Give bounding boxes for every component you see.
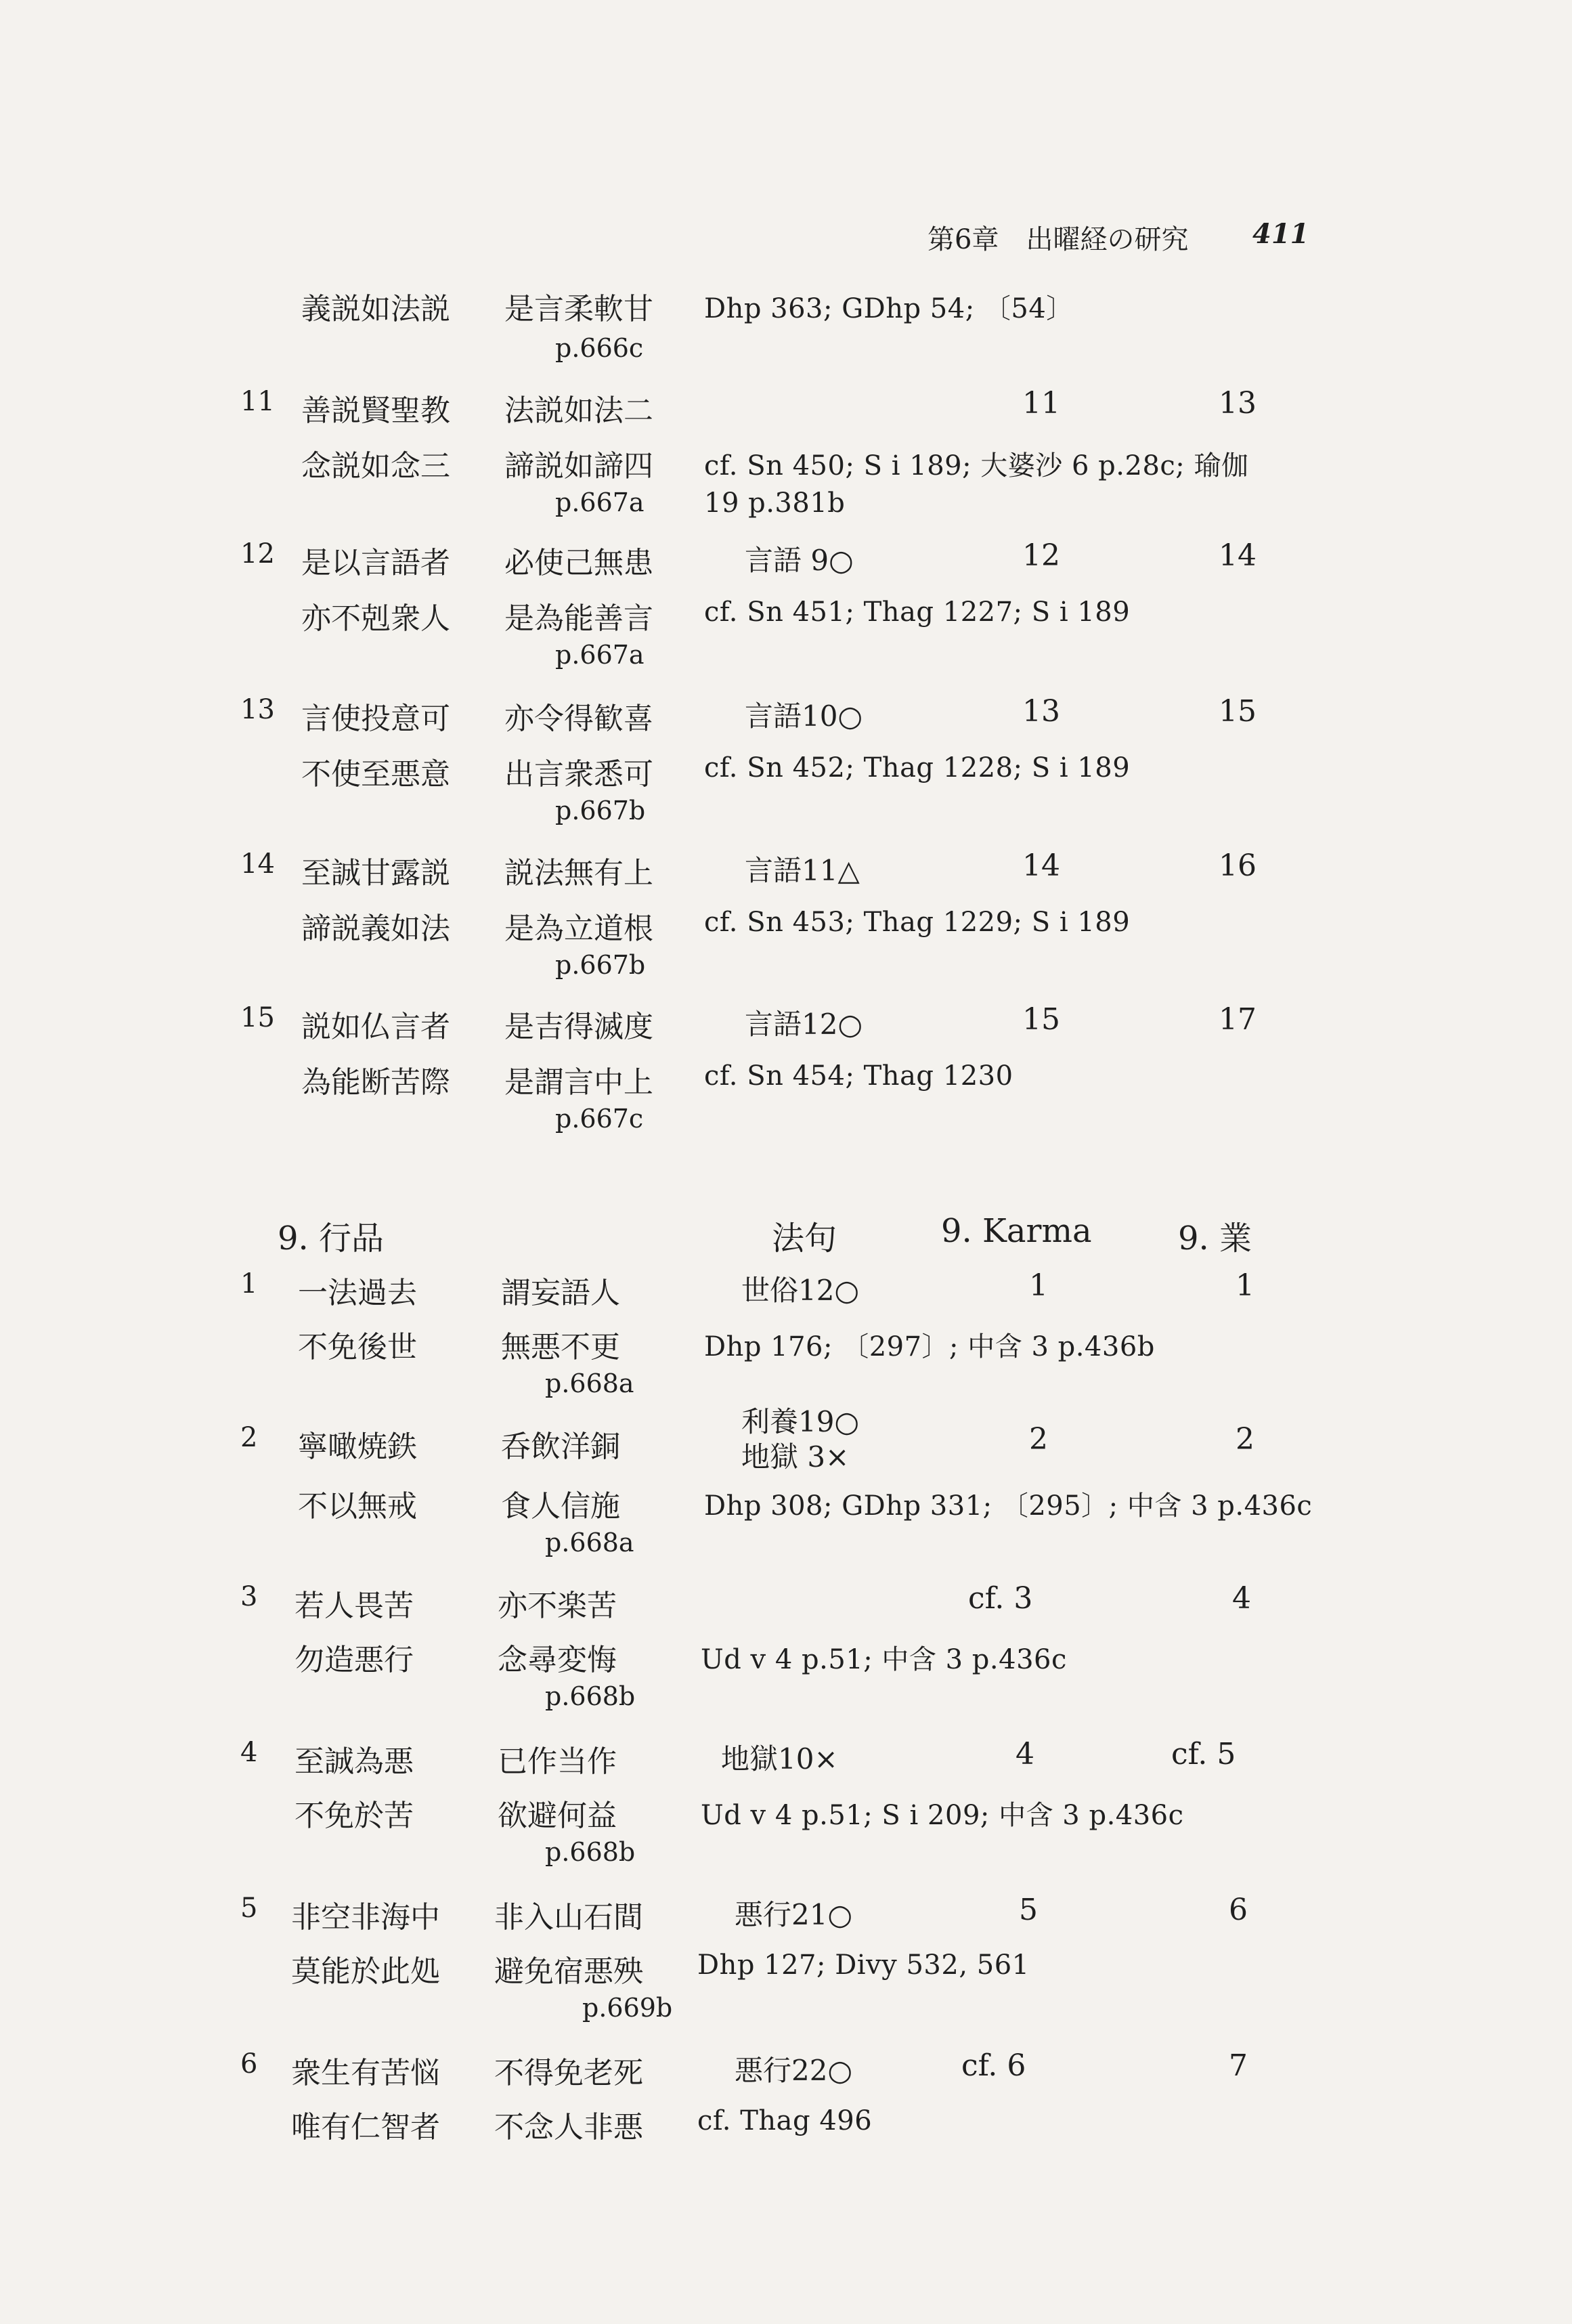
verse-text: 已作当作: [498, 1744, 617, 1779]
verse-line: [0, 1002, 1572, 1047]
parallel-ref: 利養19○: [741, 1405, 860, 1438]
verse-line: [0, 1947, 1572, 1992]
parallel-ref: 地獄10×: [721, 1742, 838, 1776]
verse-text: 不免後世: [298, 1330, 417, 1364]
taisho-page-ref: p.668b: [545, 1681, 636, 1711]
verse-text: 一法過去: [298, 1276, 417, 1310]
page-ref-line: [0, 1681, 1572, 1726]
taisho-page-ref: p.667c: [555, 1104, 644, 1134]
verse-line: [0, 284, 1572, 329]
verse-text: 非空非海中: [291, 1900, 440, 1935]
verse-number: 15: [240, 1002, 275, 1033]
taisho-page-ref: p.668a: [545, 1369, 634, 1398]
taisho-page-ref: p.668a: [545, 1528, 634, 1557]
verse-text: 至誠甘露説: [301, 856, 450, 890]
taisho-page-ref: p.667b: [555, 950, 646, 980]
verse-line: [0, 386, 1572, 431]
verse-text: 諦説如諦四: [504, 449, 653, 483]
citation: cf. Sn 452; Thag 1228; S i 189: [704, 752, 1131, 783]
citation: cf. Sn 453; Thag 1229; S i 189: [704, 907, 1131, 938]
verse-text: 是吉得滅度: [504, 1010, 653, 1044]
parallel-ref: 世俗12○: [741, 1274, 860, 1307]
verse-number: 5: [240, 1893, 258, 1924]
verse-number: 6: [240, 2048, 258, 2080]
page-ref-line: [0, 1528, 1572, 1572]
verse-number: 2: [240, 1422, 258, 1453]
verse-text: 是謂言中上: [504, 1065, 653, 1100]
verse-number: 11: [240, 386, 275, 417]
citation: Dhp 308; GDhp 331; 〔295〕; 中含 3 p.436c: [704, 1490, 1313, 1522]
verse-line: [0, 2048, 1572, 2093]
parallel-number: 17: [1219, 1002, 1257, 1037]
verse-line: [0, 538, 1572, 583]
verse-text: 欲避何益: [498, 1799, 617, 1833]
taisho-page-ref: p.667a: [555, 640, 645, 670]
verse-text: 義説如法説: [301, 292, 450, 326]
verse-number: 13: [240, 694, 275, 725]
verse-line: [0, 750, 1572, 794]
running-head: [927, 218, 1307, 259]
verse-line: [0, 1268, 1572, 1313]
parallel-number: 14: [1219, 538, 1257, 573]
parallel-number: 15: [1022, 1002, 1060, 1037]
verse-line: [0, 694, 1572, 739]
verse-line: [0, 2103, 1572, 2147]
page-number: 411: [1252, 218, 1309, 250]
verse-text: 亦令得歓喜: [504, 702, 653, 736]
section-title: 9. 行品: [278, 1220, 385, 1257]
verse-text: 至誠為悪: [294, 1744, 414, 1779]
parallel-number: 15: [1219, 694, 1257, 729]
column-heading-gandhari: 9. 業: [1178, 1220, 1252, 1257]
verse-text: 必使己無患: [504, 546, 653, 580]
parallel-number: 11: [1022, 386, 1060, 421]
verse-text: 諦説義如法: [301, 911, 450, 946]
citation: Dhp 176; 〔297〕; 中含 3 p.436b: [704, 1331, 1155, 1362]
verse-line: [0, 594, 1572, 639]
parallel-number: 12: [1022, 538, 1060, 573]
verse-text: 莫能於此処: [291, 1954, 440, 1989]
verse-number: 12: [240, 538, 275, 569]
taisho-page-ref: p.666c: [555, 333, 644, 363]
verse-line: [0, 848, 1572, 893]
verse-text: 無悪不更: [501, 1330, 620, 1364]
parallel-ref-stack: [741, 1404, 859, 1475]
parallel-number: 6: [1229, 1893, 1248, 1927]
verse-text: 謂妄語人: [501, 1276, 620, 1310]
verse-text: 寧噉焼鉄: [298, 1429, 417, 1464]
parallel-number: cf. 6: [961, 2048, 1026, 2083]
verse-line: [0, 1737, 1572, 1782]
verse-text: 不免於苦: [294, 1799, 414, 1833]
verse-text: 呑飲洋銅: [501, 1429, 620, 1464]
verse-line: [0, 1635, 1572, 1680]
verse-text: 是為能善言: [504, 601, 653, 636]
parallel-ref: 言語10○: [745, 700, 863, 733]
taisho-page-ref: p.668b: [545, 1837, 636, 1867]
page-ref-line: [0, 950, 1572, 995]
parallel-number: 16: [1219, 848, 1257, 883]
verse-number: 4: [240, 1737, 258, 1768]
parallel-number: 1: [1029, 1268, 1048, 1303]
verse-text: 為能断苦際: [301, 1065, 450, 1100]
verse-number: 1: [240, 1268, 258, 1299]
verse-text: 避免宿悪殃: [494, 1954, 643, 1989]
verse-text: 是以言語者: [301, 546, 450, 580]
verse-number: 14: [240, 848, 275, 880]
verse-text: 言使投意可: [301, 702, 450, 736]
citation: Dhp 363; GDhp 54; 〔54〕: [704, 293, 1074, 324]
parallel-ref: 言語11△: [745, 854, 860, 887]
parallel-number: 13: [1219, 386, 1257, 421]
parallel-number: 2: [1236, 1422, 1254, 1457]
verse-text: 亦不剋衆人: [301, 601, 450, 636]
page-ref-line: [0, 333, 1572, 378]
verse-text: 説如仏言者: [301, 1010, 450, 1044]
verse-line: [0, 1058, 1572, 1102]
verse-text: 若人畏苦: [294, 1589, 414, 1623]
verse-text: 不得免老死: [494, 2056, 643, 2090]
parallel-number: 13: [1022, 694, 1060, 729]
column-heading-pali: 9. Karma: [941, 1212, 1092, 1250]
verse-number: 3: [240, 1581, 258, 1612]
page-ref-line: [0, 488, 1572, 532]
parallel-number: 2: [1029, 1422, 1048, 1457]
verse-line: [0, 1322, 1572, 1367]
verse-text: 不以無戒: [298, 1489, 417, 1524]
verse-text: 出言衆悉可: [504, 757, 653, 792]
citation: Ud v 4 p.51; S i 209; 中含 3 p.436c: [701, 1800, 1184, 1831]
citation: Ud v 4 p.51; 中含 3 p.436c: [701, 1644, 1067, 1675]
verse-line: [0, 1791, 1572, 1836]
verse-text: 勿造悪行: [294, 1643, 414, 1677]
verse-line: [0, 1482, 1572, 1526]
verse-line: [0, 442, 1572, 486]
verse-text: 是言柔軟甘: [504, 292, 653, 326]
citation: 19 p.381b: [704, 488, 846, 519]
parallel-number: cf. 3: [968, 1581, 1033, 1616]
verse-text: 念尋変悔: [498, 1643, 617, 1677]
citation: cf. Sn 454; Thag 1230: [704, 1060, 1013, 1092]
verse-text: 法説如法二: [504, 393, 653, 428]
citation: cf. Sn 450; S i 189; 大婆沙 6 p.28c; 瑜伽: [704, 450, 1249, 481]
verse-text: 不念人非悪: [494, 2110, 643, 2145]
verse-text: 是為立道根: [504, 911, 653, 946]
parallel-ref: 言語 9○: [745, 544, 854, 577]
verse-text: 非入山石間: [494, 1900, 643, 1935]
parallel-ref: 言語12○: [745, 1008, 863, 1041]
parallel-number: 7: [1229, 2048, 1248, 2083]
verse-line: [0, 904, 1572, 949]
parallel-ref: 地獄 3×: [741, 1440, 850, 1473]
page-ref-line: [0, 1993, 1572, 2038]
parallel-number: 5: [1019, 1893, 1038, 1927]
verse-text: 不使至悪意: [301, 757, 450, 792]
taisho-page-ref: p.667b: [555, 796, 646, 825]
column-heading-fa-ju: 法句: [772, 1220, 837, 1257]
citation: cf. Thag 496: [697, 2105, 873, 2136]
verse-line: [0, 1581, 1572, 1626]
page-ref-line: [0, 1837, 1572, 1882]
verse-text: 説法無有上: [504, 856, 653, 890]
parallel-number: cf. 5: [1171, 1737, 1236, 1771]
page-ref-line: [0, 1104, 1572, 1148]
verse-text: 念説如念三: [301, 449, 450, 483]
parallel-number: 4: [1232, 1581, 1251, 1616]
citation: cf. Sn 451; Thag 1227; S i 189: [704, 597, 1131, 628]
verse-text: 唯有仁智者: [291, 2110, 440, 2145]
parallel-ref: 悪行22○: [735, 2054, 853, 2087]
verse-text: 亦不楽苦: [498, 1589, 617, 1623]
parallel-number: 1: [1236, 1268, 1254, 1303]
parallel-number: 14: [1022, 848, 1060, 883]
taisho-page-ref: p.667a: [555, 488, 645, 517]
citation: Dhp 127; Divy 532, 561: [697, 1950, 1030, 1981]
verse-line: [0, 1893, 1572, 1937]
taisho-page-ref: p.669b: [582, 1993, 673, 2023]
parallel-number: 4: [1016, 1737, 1034, 1771]
page-ref-line: [0, 796, 1572, 840]
page-ref-line: [0, 640, 1572, 685]
chapter-title: 第6章 出曜経の研究: [927, 224, 1189, 255]
verse-text: 衆生有苦悩: [291, 2056, 440, 2090]
verse-text: 善説賢聖教: [301, 393, 450, 428]
verse-text: 食人信施: [501, 1489, 620, 1524]
parallel-ref: 悪行21○: [735, 1898, 853, 1931]
